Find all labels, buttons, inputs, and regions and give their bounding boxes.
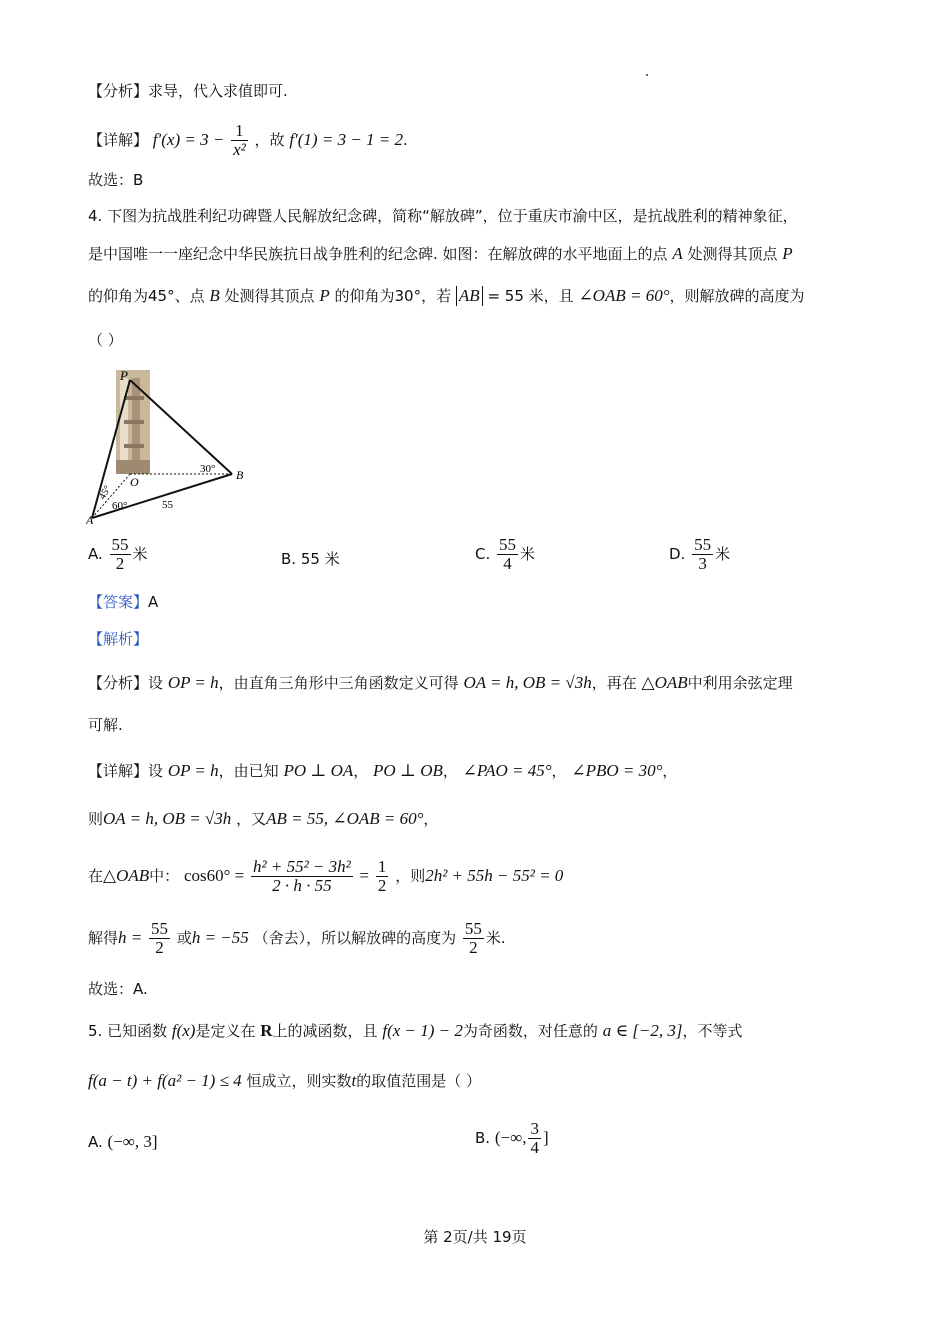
q4-detail-line2: 则OA = h, OB = √3h ，又AB = 55, ∠OAB = 60°， xyxy=(88,809,439,828)
prev-answer: 故选：B xyxy=(88,171,144,189)
q4-detail-line4: 解得h = $\frac{55}{2}$ 或h = −55 （舍去），所以解放碑的高度为 $\frac{55}{2}$ 米. xyxy=(88,919,506,957)
monument-figure xyxy=(86,364,256,526)
option-d[interactable]: D. $\frac{55}{3}$ 米 xyxy=(669,535,731,573)
label-angle-45: 45° xyxy=(97,483,114,502)
q5-line2: f(a − t) + f(a² − 1) ≤ 4 恒成立，则实数t的取值范围是（ ） xyxy=(88,1071,481,1090)
label-O: O xyxy=(130,475,139,489)
q4-analysis-line2: 可解. xyxy=(88,716,123,734)
q4-line1: 4. 下图为抗战胜利纪功碑暨人民解放纪念碑，简称“解放碑”，位于重庆市渝中区，是抗战胜利的精神象征， xyxy=(88,207,798,225)
label-P: P xyxy=(120,368,128,383)
q4-detail-line1: 【详解】设 OP = h，由已知 PO ⊥ OA， PO ⊥ OB， ∠PAO = 45°， ∠PBO = 30°， xyxy=(88,761,678,780)
q4-detail-line3: 在△OAB中： cos60° = $\frac{\text{h² + 55² − 3h²}}{2 \cdot h \cdot 55}$ = $\frac{1}{2}$ ，则2h² + 55h − 55² = 0 xyxy=(88,857,564,895)
q4-analysis: 【分析】设 OP = h，由直角三角形中三角函数定义可得 OA = h, OB = √3h，再在 △OAB中利用余弦定理 xyxy=(88,673,793,692)
q5-option-a[interactable]: A. (−∞, 3] xyxy=(88,1132,158,1151)
label-side-55: 55 xyxy=(162,499,173,511)
label-angle-60: 60° xyxy=(112,500,128,512)
q4-answer: 【答案】A xyxy=(88,593,159,611)
option-c[interactable]: C. $\frac{55}{4}$ 米 xyxy=(475,535,536,573)
label-B: B xyxy=(236,468,244,482)
label-A: A xyxy=(86,513,94,526)
q4-line3: 的仰角为45°、点 B 处测得其顶点 P 的仰角为30°，若 AB = 55 米，且 ∠OAB = 60°，则解放碑的高度为 xyxy=(88,286,805,305)
option-b[interactable]: B. 55 米 xyxy=(281,550,340,568)
q4-paren: （ ） xyxy=(88,331,123,349)
option-a[interactable]: A. $\frac{55}{2}$ 米 xyxy=(88,535,148,573)
page-footer: 第 2页/共 19页 xyxy=(423,1228,527,1246)
q4-final: 故选：A. xyxy=(88,980,148,998)
q5-line1: 5. 已知函数 f(x)是定义在 R上的减函数，且 f(x − 1) − 2为奇函数，对任意的 a ∈ [−2, 3]，不等式 xyxy=(88,1021,743,1040)
label-angle-30: 30° xyxy=(200,463,216,475)
q4-explain-label: 【解析】 xyxy=(88,630,149,648)
prev-detail: 【详解】 f′(x) = 3 − $\frac{1}{\text{x²}}$ ，故 f′(1) = 3 − 1 = 2. xyxy=(88,121,408,159)
stray-dot xyxy=(646,74,648,76)
q5-option-b[interactable]: B. (−∞, $\frac{3}{4}$ ] xyxy=(475,1119,549,1157)
q4-line2: 是中国唯一一座纪念中华民族抗日战争胜利的纪念碑. 如图：在解放碑的水平地面上的点 A 处测得其顶点 P xyxy=(88,244,793,263)
prev-analysis: 【分析】求导，代入求值即可. xyxy=(88,82,288,100)
